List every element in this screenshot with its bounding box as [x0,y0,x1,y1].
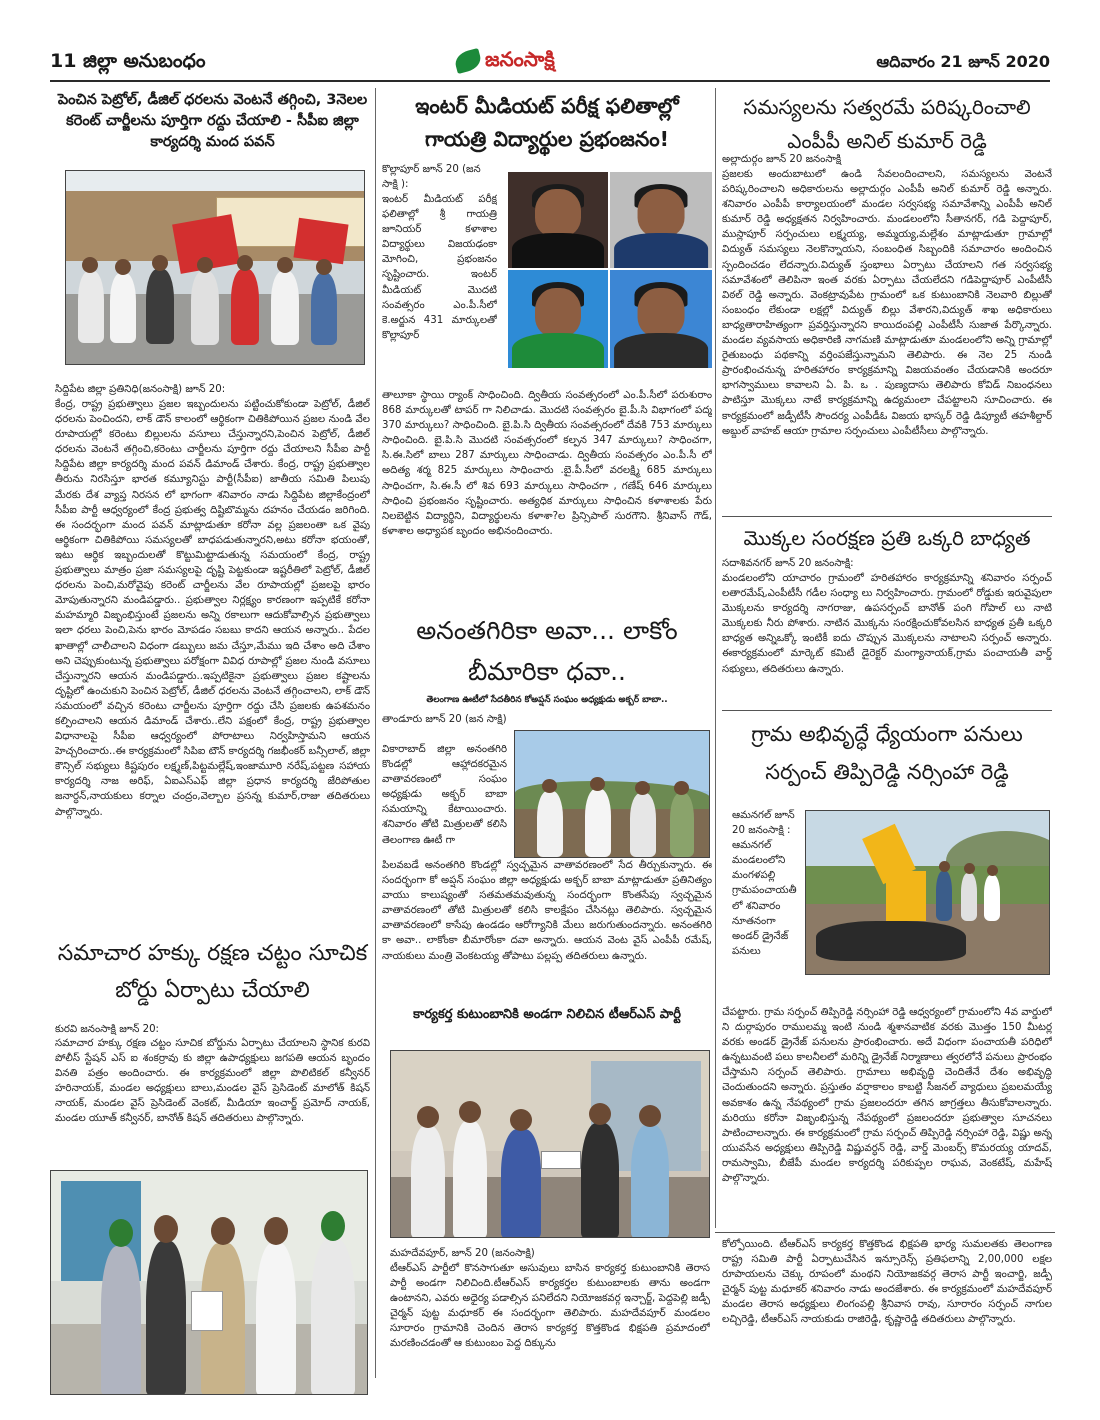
student-portrait [508,172,608,268]
student-portrait [508,270,608,368]
article-body: ఆమనగల్ జూన్ 20 జనంసాక్షి : ఆమనగల్ మండలంలోని మంగళపల్లి గ్రామపంచాయతీ లో శనివారం నూతనంగా అండర్ డ్రైనేజ్ పనులు [732,810,797,957]
memorandum-photo [50,1170,368,1395]
article-headline: పెంచిన పెట్రోల్, డీజిల్ ధరలను వెంటనే తగ్గించి, 3నెలల కరెంట్ చార్జీలను పూర్తిగా రద్దు చేయాలి - సీపీఐ జిల్లా కార్యదర్శి మంద పవన్ [57,92,368,151]
newspaper-logo [455,46,555,76]
article-headline: సమస్యలను సత్వరమే పరిష్కరించాలి ఎంపీపీ అనిల్ కుమార్ రెడ్డి [743,95,1031,153]
article-dateline: తాండూరు జూన్ 20 (జన సాక్షి) [382,714,507,725]
article-dateline: సిద్దిపేట జిల్లా ప్రతినిధి(జనంసాక్షి) జూన్ 20: [55,384,226,395]
article-headline: ఇంటర్ మీడియట్ పరీక్ష ఫలితాల్లో గాయత్రి విద్యార్థుల ప్రభంజనం! [415,94,679,151]
section-divider [722,516,1052,517]
article-headline: గ్రామ అభివృద్ధే ధ్యేయంగా పనులు సర్పంచ్ తిప్పిరెడ్డి నర్సింహా రెడ్డి [751,722,1023,784]
student-portrait [610,270,712,368]
article-dateline: కురవి జనంసాక్షి జూన్ 20: [55,1024,159,1035]
article-continuation: కోల్పోయింది. టీఆర్ఎస్ కార్యకర్త కొత్తకొండ భిక్షపతి భార్య సుమలతకు తెలంగాణ రాష్ట్ర సమితి పార్టీ ఏర్పాటుచేసిన ఇన్సూరెన్స్ ప్రతిఫలాన్ని 2,00,000 లక్షల రూపాయలను చెక్కు రూపంలో మంథని నియోజకవర్గ తెరాస పార్టీ ఇంచార్జి, జడ్పీ చైర్మన్ పుట్ట మధూకర్ శనివారం నాడు అందజేశారు. ఈ కార్యక్రమంలో మహదేవపూర్ మండల తెరాస అధ్యక్షులు లింగంపల్లి శ్రీనివాస రావు, సూరారం సర్పంచ్ నాగుల లచ్చిరెడ్డి, టీఆర్ఎస్ నాయకుడు రాజిరెడ్డి, కృష్ణారెడ్డి తదితరులు పాల్గొన్నారు. [722,1239,1052,1326]
article-body: పిలవబడే అనంతగిరి కొండల్లో స్వచ్ఛమైన వాతావరణంలో సేద తీర్చుకున్నారు. ఈ సందర్భంగా కో అప్షన్ సంఘం జిల్లా అధ్యక్షుడు అక్బర్ బాబా మాట్లాడుతూ ప్రతినిత్యం వాయు కాలుష్యంతో సతమతమవుతున్న సందర్భంగా కొంతసేపు స్వచ్ఛమైన వాతావరణంలో తోటి మిత్రులతో కలిసి కాలక్షేపం చేసినట్లు తెలిపారు. స్వచ్ఛమైన వాతావరణంలో కాసేపు ఉండడం ఆరోగ్యానికి మేలు జరుగుతుందన్నారు. అనంతగిరి కా అవా.. లాకోంకా బీమారోంకా దవా అన్నారు. ఆయన వెంట వైస్ ఎంపీపీ రమేష్, నాయకులు మంత్రి వెంకటయ్య తోపాటు పల్లప్ప తదితరులు ఉన్నారు. [382,860,712,962]
article-body: ఇంటర్ మీడియట్ పరీక్ష ఫలితాల్లో శ్రీ గాయత్రి జూనియర్ కళాశాల విద్యార్థులు విజయఢంకా మోగించి, ప్రభంజనం సృష్టించారు. ఇంటర్ మీడియట్ మొదటి సంవత్సరం ఎం.పీ.సీలో కె.అర్జున 431 మార్కులతో కొల్లాపూర్ [382,194,497,341]
article-body: వికారాబాద్ జిల్లా అనంతగిరి కొండల్లో ఆహ్లాదకరమైన వాతావరణంలో సంఘం అధ్యక్షుడు అక్బర్ బాబా సమయాన్ని కేటాయించారు. శనివారం తోటి మిత్రులతో కలిసి తెలంగాణ ఊటీ గా [382,744,507,846]
article-headline: సమాచార హక్కు రక్షణ చట్టం సూచిక బోర్డు ఏర్పాటు చేయాలి [57,941,368,1004]
article-body: కేంద్ర, రాష్ట్ర ప్రభుత్వాలు ప్రజల ఇబ్బందులను పట్టించుకోకుండా పెట్రోల్, డీజిల్ ధరలను పెంచిందని, లాక్ డౌన్ కాలంలో ఆర్థికంగా చితికిపోయిన ప్రజల నుండి వేల రూపాయల్లో కరెంటు బిల్లులను వసూలు చేస్తున్నారని,పెంచిన పెట్రోల్, డీజిల్ ధరలను వెంటనే తగ్గించి,కరెంటు చార్జీలను పూర్తిగా రద్దు చేయాలని సీపీఐ పార్టీ సిద్దిపేట జిల్లా కార్యదర్శి మంద పవన్ డిమాండ్ చేశారు. కేంద్ర, రాష్ట్ర ప్రభుత్వాల తీరును నిరసిస్తూ భారత కమ్యూనిస్టు పార్టీ(సీపీఐ) జాతీయ సమితి పిలుపు మేరకు దేశ వ్యాప్త నిరసన లో భాగంగా శనివారం నాడు సిద్దిపేట జిల్లాకేంద్రంలో సీపీఐ పార్టీ ఆధ్వర్యంలో కేంద్ర ప్రభుత్వ దిష్టిబొమ్మను దహనం చేయడం జరిగింది. ఈ సందర్భంగా మంద పవన్ మాట్లాడుతూ కరోనా వల్ల ప్రజలంతా ఒక వైపు ఆర్థికంగా చితికిపోయి సమస్యలతో బాధపడుతున్నారని,అటు కరోనా భయంతో, ఇటు ఆర్థిక ఇబ్బందులతో కొట్టుమిట్టాడుతున్న సమయంలో కేంద్ర, రాష్ట్ర ప్రభుత్వాలు మాత్రం ప్రజా సమస్యలపై దృష్టి పెట్టకుండా ఇష్టరీతిలో పెట్రోల్, డీజిల్ ధరలను పెంచి,మరోవైపు కరెంట్ చార్జీలను వేల రూపాయల్లో ప్రజలపై భారం మోపుతున్నారని మండిపడ్డారు.. ప్రభుత్వాల నిర్లక్ష్యం కారణంగా ఇప్పటికే కరోనా మహమ్మారి విజృంభిస్తుంటే ప్రజలను అన్ని రకాలుగా ఆదుకోవాల్సిన ప్రభుత్వాలు ఇలా ధరలు పెంచి,పెను భారం మోపడం సబబు కాదని ఆయన అన్నారు.. పేదల ఖాతాల్లో చాలీచాలని విధంగా డబ్బులు జమ చేస్తూ,మేము ఇది చేశాం అది చేశాం అని చెప్పుకుంటున్న ప్రభుత్వాలు పరోక్షంగా వివిధ రూపాల్లో ప్రజల నుండి వసూలు చేస్తున్నారని ఆయన మండిపడ్డారు..ఇప్పటికైనా ప్రభుత్వాలు ప్రజల కష్టాలను దృష్టిలో ఉంచుకుని పెంచిన పెట్రోల్, డీజిల్ ధరలను వెంటనే తగ్గించాలని, లాక్ డౌన్ సమయంలో వచ్చిన కరెంటు చార్జీలను పూర్తిగా రద్దు చేసి ప్రజలకు ఉపశమనం కల్పించాలని ఆయన డిమాండ్ చేశారు..లేని పక్షంలో కేంద్ర, రాష్ట్ర ప్రభుత్వాల విధానాలపై సీపీఐ ఆధ్వర్యంలో పోరాటాలు నిర్వహిస్తామని ఆయన హెచ్చరించారు..ఈ కార్యక్రమంలో సిపిఐ టౌన్ కార్యదర్శి గజభీంకర్ బన్సీలాల్, జిల్లా కౌన్సిల్ సభ్యులు కిష్టపురం లక్ష్మణ్,పిట్టమల్లేష్,ఇంజామూరి నరేష్,పట్టణ సహాయ కార్యదర్శి నాజ అరిఫ్, ఏఐఎస్ఎఫ్ జిల్లా ప్రధాన కార్యదర్శి జేరిపోతుల జనార్ధన్,నాయకులు కర్నాల చంద్రం,వెల్బాల ప్రసన్న కుమార్,రాజు తదితరులు పాల్గొన్నారు. [55,399,370,818]
section-divider [715,1232,1055,1233]
article-dateline: అల్లాదుర్గం జూన్ 20 జనంసాక్షి [722,154,842,165]
cheque-handover-photo [390,1050,710,1238]
masthead [50,46,1050,82]
article-headline: కార్యకర్త కుటుంబానికి అండగా నిలిచిన టీఆర్ఎస్ పార్టీ [413,1007,681,1022]
article-body: ప్రజలకు అందుబాటులో ఉండి సేవలందించాలని, సమస్యలను వెంటనే పరిష్కరించాలని అధికారులను అల్లాదుర్గం ఎంపీపీ అనిల్ కుమార్ రెడ్డి అన్నారు. శనివారం ఎంపీపీ కార్యాలయంలో మండల సర్వసభ్య సమావేశాన్ని ఎంపీపీ అనిల్ కుమార్ రెడ్డి అధ్యక్షతన నిర్వహించారు. మండలంలోని సీతానగర్, గడి పెద్దాపూర్, ముస్లాపూర్ సర్పంచులు లక్ష్మయ్య, అమ్మయ్య,మల్లేశం మాట్లాడుతూ గ్రామాల్లో విద్యుత్ సమస్యలు నెలకొన్నాయని, సంబంధిత సిబ్బందికి సమాచారం అందించిన స్పందించడం లేదన్నారు.విద్యుత్ స్తంభాలు ఏర్పాటు చేయాలని గత సర్వసభ్య సమావేశంలో తెలిపినా ఇంత వరకు ఏర్పాటు చేయలేదని గడిపెద్దాపూర్ ఎంపీటీసీ విఠల్ రెడ్డి అన్నారు. వెంకట్రావుపేట గ్రామంలో ఒక కుటుంబానికి నెలవారి బిల్లుతో సంబంధం లేకుండా లక్షల్లో విద్యుత్ బిల్లు వేశారని,విద్యుత్ శాఖ అధికారులు బాధ్యతారాహిత్యంగా ప్రవర్తిస్తున్నారని కాయిదంపల్లి ఎంపీటీసీ సుజాత పేర్కొన్నారు. మండల వ్యవసాయ అధికారిణి నాగమణి మాట్లాడుతూ మండలంలోని అన్ని గ్రామాల్లో రైతుబంధు పథకాన్ని వర్తింపజేస్తున్నామని తెలిపారు. ఈ నెల 25 నుండి ప్రారంభించనున్న హరితహారం కార్యక్రమాన్ని విజయవంతం చేయడానికి అందరూ భాగస్వాములు కావాలని ఏ. పి. ఒ . పుణ్యదాసు తెలిపారు కోవిడ్ నిబంధనలు పాటిస్తూ మొక్కలు నాటే కార్యక్రమాన్ని ఉద్యమంలా చేపట్టాలని సూచించారు. ఈ కార్యక్రమంలో జడ్పీటీసీ సౌందర్య ఎంపీడీఓ విజయ భాస్కర్ రెడ్డి డిప్యూటీ తహశీల్దార్ అబ్దుల్ వాహబ్ ఆయా గ్రామాల సర్పంచులు ఎంపీటీసీలు పాల్గొన్నారు. [722,169,1052,437]
page-label: 11 జిల్లా అనుబంధం [50,50,206,72]
column-divider [715,88,716,1228]
article-dateline: సదాశివనగర్ జూన్ 20 జనంసాక్షి: [722,558,854,569]
hill-outing-photo [514,730,710,858]
article-body: మండలంలోని యాచారం గ్రామంలో హరితహారం కార్యక్రమాన్ని శనివారం సర్పంచ్ లతారమేష్,ఎంపీటీసీ గడీల సంధ్యా లు నిర్వహించారు. గ్రామంలో రోడ్డుకు ఇరువైపులా మొక్కలను కార్యదర్శి నాగరాజు, ఉపసర్పంచ్ బానోత్ పంగి గోపాల్ లు నాటి మొక్కలకు నీరు పోశారు. నాటిన మొక్కను సంరక్షించుకోవలసిన బాధ్యత ప్రతీ ఒక్కరి బాధ్యత అన్నిఒక్కో ఇంటికీ ఐదు చొప్పున మొక్కలను నాటాలని సర్పంచ్ అన్నారు. ఈకార్యక్రమంలో మార్కెట్ కమిటీ డైరెక్టర్ మంగ్యానాయక్,గ్రామ పంచాయతీ వార్డ్ సభ్యులు, తదితరులు ఉన్నారు. [722,573,1052,675]
article-body: చేపట్టారు. గ్రామ సర్పంచ్ తిప్పిరెడ్డి నర్సింహా రెడ్డి ఆధ్వర్యంలో గ్రామంలోని 4వ వార్డులో ని దుర్గాపురం రాములమ్మ ఇంటి నుండి శ్మశానవాటిక వరకు మొత్తం 150 మీటర్ల వరకు అండర్ డ్రైనేజ్ పనులను ప్రారంభించారు. అదే విధంగా పంచాయతీ పరిధిలో ఉన్నటువంటి పలు కాలనీలలో మరిన్ని డ్రైనేజ్ నిర్మాణాలు త్వరలోనే పనులు ప్రారంభం చేస్తామని సర్పంచ్ తెలిపారు. గ్రామాలు అభివృద్ధి చెందితేనే దేశం అభివృద్ధి చెందుతుందని అన్నారు. ప్రస్తుతం వర్షాకాలం కాబట్టి సీజనల్ వ్యాధులు ప్రబలమయ్యే అవకాశం ఉన్న నేపథ్యంలో గ్రామ ప్రజలందరూ తగిన జాగ్రత్తలు తీసుకోవాలన్నారు. మరియు కరోనా విజృంభిస్తున్న నేపథ్యంలో ప్రజలందరూ ప్రభుత్వాల సూచనలు పాటించాలన్నారు. ఈ కార్యక్రమంలో గ్రామ సర్పంచ్ తిప్పిరెడ్డి నర్సింహా రెడ్డి, విష్ణు అన్న యువసేన అధ్యక్షులు తిప్పిరెడ్డి విష్ణువర్ధన్ రెడ్డి, వార్డ్ మెంబర్స్ కొమరయ్య యాదవ్, రామస్వామి, బీజేపీ మండల కార్యదర్శి పరికుప్పల రాఘవ, వెంకటేష్, మహేష్ పాల్గొన్నారు. [722,1007,1052,1185]
student-portrait [610,172,712,268]
article-body: సమాచార హక్కు రక్షణ చట్టం సూచిక బోర్డును ఏర్పాటు చేయాలని స్థానిక కురవి పోలీస్ స్టేషన్ ఎస్ ఐ శంకర్రావు కు జిల్లా ఉపాధ్యక్షులు జగపతి ఆయన బృందం వినతి పత్రం అందించారు. ఈ కార్యక్రమంలో జిల్లా పొలిటికల్ కన్వీనర్ హరినాయక్, మండల అధ్యక్షులు బాలు,మండల వైస్ ప్రెసిడెంట్ మాలోత్ కిషన్ నాయక్, మండల వైస్ ప్రెసిడెంట్ వెంకట్, మీడియా ఇంచార్జ్ ప్రమోద్ నాయక్, మండల యూత్ కన్వీనర్, బానోత్ కిషన్ తదితరులు పాల్గొన్నారు. [55,1038,370,1125]
article-subheadline: తెలంగాణ ఊటీలో సేదతీరిన కోఅప్షన్ సంఘం అధ్యక్షుడు అక్బర్ బాబా.. [426,695,668,705]
article-dateline: మహదేవపూర్, జూన్ 20 (జనంసాక్షి) [390,1248,535,1259]
article-dateline: కొల్లాపూర్ జూన్ 20 (జన సాక్షి ): [382,164,481,191]
protest-photo [65,170,365,365]
article-headline: మొక్కల సంరక్షణ ప్రతి ఒక్కరి బాధ్యత [743,526,1031,550]
column-divider [375,88,376,1378]
leaf-icon [453,48,483,74]
article-body: టీఆర్ఎస్ పార్టీలో కొనసాగుతూ అసువులు బాసిన కార్యకర్త కుటుంబానికి తెరాస పార్టీ అండగా నిలిచింది.టీఆర్ఎస్ కార్యకర్తల కుటుంబాలకు తాను అండగా ఉంటానని, ఎవరు అధైర్య పడాల్సిన పనిలేదని నియోజకవర్గ ఇన్చార్జ్, పెద్దపెల్లి జడ్పీ చైర్మన్ పుట్ట మధూకర్ ఈ సందర్భంగా తెలిపారు. మహదేవపూర్ మండలం సూరారం గ్రామానికి చెందిన తెరాస కార్యకర్త కొత్తకొండ భిక్షపతి ప్రమాదంలో మరణించడంతో ఆ కుటుంబం పెద్ద దిక్కును [390,1263,710,1350]
issue-date: ఆదివారం 21 జూన్ 2020 [876,52,1050,71]
drainage-works-photo [805,810,1050,975]
logo-text: జనంసాక్షి [485,46,555,71]
article-body: తాలూకా స్థాయి ర్యాంక్ సాధించింది. ద్వితీయ సంవత్సరంలో ఎం.పీ.సీలో పరుశురాం 868 మార్కులతో టాపర్ గా నిలిచాడు. మొదటి సంవత్సరం బై.పీ.సి విభాగంలో పద్మ 370 మార్కులు? సాధించింది. బై.పి.సి ద్వితీయ సంవత్సరంలో దేవకి 753 మార్కులు సాధించింది. బై.పి.సి మొదటి సంవత్సరంలో కల్పన 347 మార్కులు? సాధించగా, సి.ఈ.సిలో బాలు 287 మార్కులు సాధించాడు. ద్వితీయ సంవత్సరం ఎం.పీ.సీ లో అదిత్య శర్మ 825 మార్కులు సాధించారు .బై.పీ.సీలో వరలక్ష్మి 685 మార్కులు సాధించగా, సి.ఈ.సీ లో శివ 693 మార్కులు సాధించగా , గణేష్ 646 మార్కులు సాధించి ప్రభంజనం సృష్టించారు. అత్యధిక మార్కులు సాధించిన కళాశాలకు పేరు నిలబెట్టిన విద్యార్థిని, విద్యార్థులను కళాశా?ల ప్రిన్సిపాల్ సురగౌని. శ్రీనివాస్ గౌడ్, కళాశాల అధ్యాపక బృందం అభినందించారు. [382,390,712,537]
section-divider [722,710,1052,711]
article-headline: అనంతగిరికా అవా... లాకోం బీమారికా ధవా.. [416,616,678,687]
